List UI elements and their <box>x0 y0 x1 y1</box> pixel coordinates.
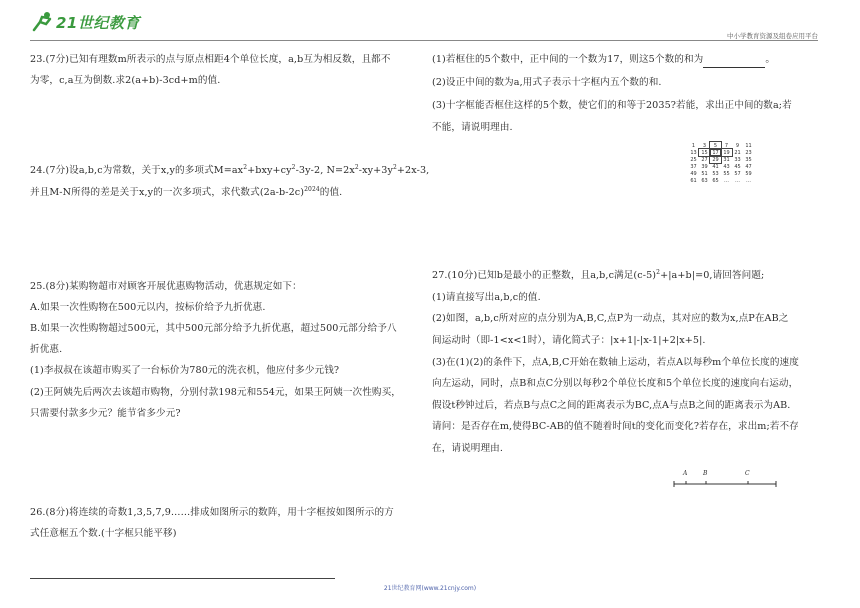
q23-line1: 23.(7分)已知有理数m所表示的点与原点相距4个单位长度，a,b互为相反数，且都不 <box>30 54 391 65</box>
grid-cell: 49 <box>690 170 697 177</box>
grid-cell: 9 <box>735 142 740 149</box>
q25-line3: B.如果一次性购物超过500元，其中500元部分给予九折优惠，超过500元部分给予八 <box>30 323 397 334</box>
q27-line4: 间运动时（即-1<x<1时），请化简式子：|x+1|-|x-1|+2|x+5|. <box>432 335 706 346</box>
grid-cell: … <box>735 177 740 184</box>
grid-cell: 59 <box>745 170 752 177</box>
point-b-label: B <box>703 470 708 477</box>
q24-line2: 并且M-N所得的差是关于x,y的一次多项式，求代数式$(2a-b-2c)^{2024}$的值. <box>30 185 343 198</box>
grid-cell: 47 <box>745 163 752 170</box>
site-logo <box>30 8 190 34</box>
footer-divider <box>30 578 335 579</box>
q26-part3-line1: (3)十字框能否框住这样的5个数，使它们的和等于2035?若能，求出正中间的数a;若 <box>432 100 792 111</box>
grid-cell: … <box>724 177 729 184</box>
q27-line2: (1)请直接写出a,b,c的值. <box>432 292 541 303</box>
q27-line3: (2)如图，a,b,c所对应的点分别为A,B,C,点P为一动点，其对应的数为x,点P在AB之 <box>432 313 789 324</box>
q25-line6: (2)王阿姨先后两次去该超市购物，分别付款198元和554元，如果王阿姨一次性购买， <box>30 387 402 398</box>
grid-cell: 13 <box>690 149 697 156</box>
q25-line2: A.如果一次性购物在500元以内，按标价给予九折优惠. <box>30 302 266 313</box>
q26-part2: (2)设正中间的数为a,用式子表示十字框内五个数的和. <box>432 77 662 88</box>
q27-line1: 27.(10分)已知b是最小的正整数，且a,b,c满足$(c-5)^2+|a+b|=0$,请回答问题; <box>432 268 765 281</box>
grid-cell-boxed: 5 <box>710 142 721 149</box>
grid-cell: 11 <box>745 142 752 149</box>
logo-text: 21世纪教育 <box>56 14 140 32</box>
grid-cell: 7 <box>724 142 729 149</box>
grid-row <box>688 149 754 156</box>
grid-cell: 31 <box>723 156 730 163</box>
grid-cell: 23 <box>745 149 752 156</box>
grid-cell-boxed: 29 <box>710 156 721 163</box>
grid-cell: 33 <box>734 156 741 163</box>
grid-cell: 35 <box>745 156 752 163</box>
grid-cell: 51 <box>701 170 708 177</box>
grid-cell: 43 <box>723 163 730 170</box>
q26-part1: (1)若框住的5个数中，正中间的一个数为17，则这5个数的和为 。 <box>432 52 775 68</box>
grid-cell: 55 <box>723 170 730 177</box>
grid-row <box>688 170 754 177</box>
grid-row <box>688 177 754 184</box>
q27-line6: 向左运动，同时，点B和点C分别以每秒2个单位长度和5个单位长度的速度向右运动， <box>432 378 799 389</box>
grid-cell: 57 <box>734 170 741 177</box>
point-a-label: A <box>683 470 688 477</box>
grid-cell: … <box>746 177 751 184</box>
grid-cell: 41 <box>712 163 719 170</box>
grid-cell-boxed: 15 <box>699 149 710 156</box>
q26-part3-line2: 不能，请说明理由. <box>432 122 513 133</box>
q26-line2: 式任意框五个数.(十字框只能平移) <box>30 528 177 539</box>
q27-line8: 请问：是否存在m,使得BC-AB的值不随着时间t的变化而变化?若存在，求出m;若不存 <box>432 421 799 432</box>
grid-cell: 53 <box>712 170 719 177</box>
grid-cell: 1 <box>691 142 696 149</box>
grid-cell: 3 <box>702 142 707 149</box>
grid-cell: 39 <box>701 163 708 170</box>
odd-number-grid <box>688 142 754 184</box>
grid-row <box>688 163 754 170</box>
number-line-diagram <box>672 470 782 492</box>
q27-line7: 假设t秒钟过后，若点B与点C之间的距离表示为BC,点A与点B之间的距离表示为AB. <box>432 400 791 411</box>
q25-line5: (1)李叔叔在该超市购买了一台标价为780元的洗衣机，他应付多少元钱? <box>30 365 340 376</box>
q27-line5: (3)在(1)(2)的条件下，点A,B,C开始在数轴上运动，若点A以每秒m个单位长度的速度 <box>432 357 799 368</box>
grid-cell-boxed: 19 <box>721 149 732 156</box>
grid-cell: 25 <box>690 156 697 163</box>
number-array-table <box>688 142 754 184</box>
header-divider <box>30 40 818 41</box>
q25-line4: 折优惠. <box>30 344 63 355</box>
q24-line1: 24.(7分)设a,b,c为常数，关于x,y的多项式$M=ax^2+bxy+cy^2-3y-2$, $N=2x^2-xy+3y^2+2x-3$, <box>30 163 430 176</box>
grid-row <box>688 142 754 149</box>
grid-row <box>688 156 754 163</box>
footer-link[interactable]: 21世纪教育网(www.21cnjy.com) <box>383 585 477 592</box>
q23-line2: 为零，c,a互为倒数.求2(a+b)-3cd+m的值. <box>30 75 221 86</box>
grid-cell: 65 <box>712 177 719 184</box>
runner-logo-icon <box>30 10 56 32</box>
grid-cell: 21 <box>734 149 741 156</box>
point-c-label: C <box>745 470 750 477</box>
grid-cell: 27 <box>701 156 708 163</box>
q25-line7: 只需要付款多少元？能节省多少元? <box>30 408 181 419</box>
q26-line1: 26.(8分)将连续的奇数1,3,5,7,9……排成如图所示的数阵，用十字框按如图所示的方 <box>30 507 394 518</box>
header-platform-text: 中小学教育资源及组卷应用平台 <box>727 32 818 40</box>
grid-cell: 61 <box>690 177 697 184</box>
grid-cell: 63 <box>701 177 708 184</box>
q27-line9: 在，请说明理由. <box>432 443 504 454</box>
q25-line1: 25.(8分)某购物超市对顾客开展优惠购物活动，优惠规定如下： <box>30 281 302 292</box>
number-line <box>672 470 782 492</box>
grid-cell-boxed: 17 <box>710 149 721 156</box>
answer-blank <box>703 57 765 68</box>
grid-cell: 45 <box>734 163 741 170</box>
grid-cell: 37 <box>690 163 697 170</box>
